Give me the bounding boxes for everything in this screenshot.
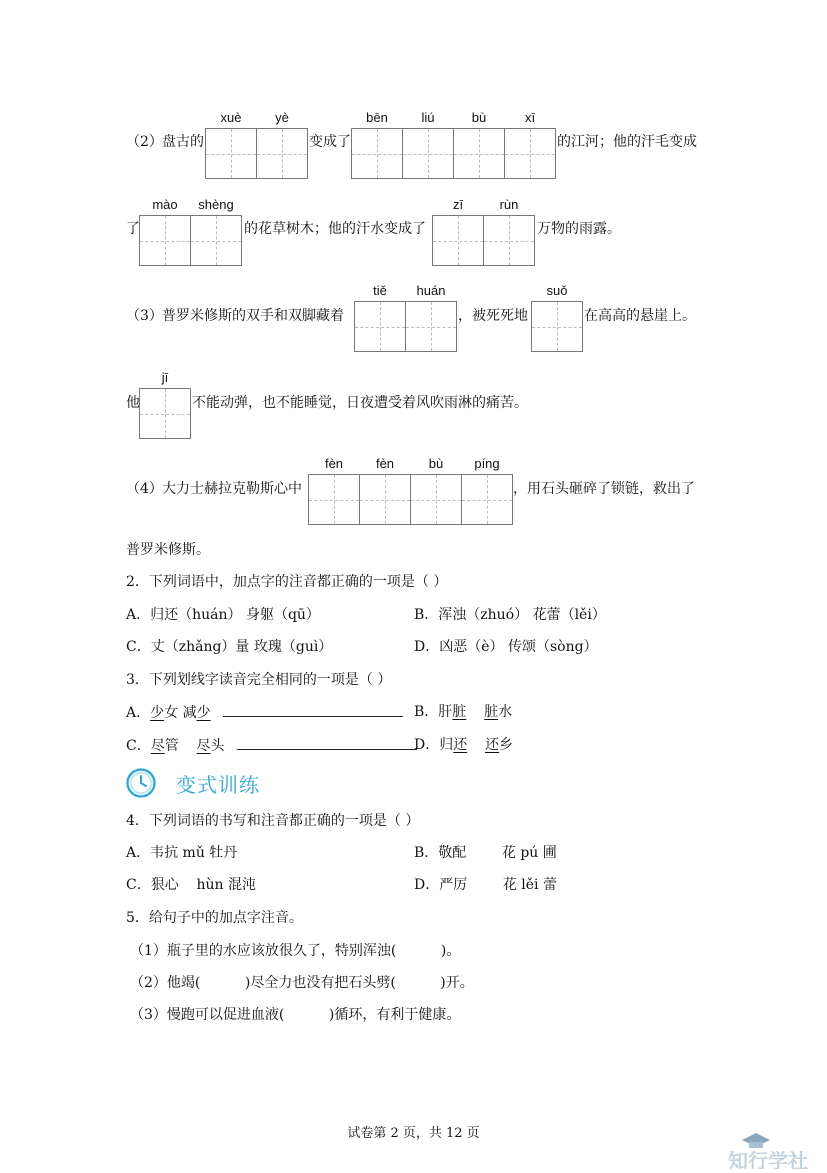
pinyin: píng <box>474 456 500 471</box>
tianzige-box[interactable] <box>139 215 242 266</box>
underlined-char: 少 <box>196 705 211 721</box>
spacer <box>467 737 485 753</box>
q1-p3-num: （3） <box>126 308 163 324</box>
pinyin: bù <box>471 110 487 125</box>
option-label: A． <box>126 705 151 721</box>
pinyin: rùn <box>499 197 519 212</box>
svg-text:知行学社: 知行学社 <box>728 1149 808 1169</box>
q3-option-b[interactable] <box>414 702 512 722</box>
pinyin: shèng <box>198 197 234 212</box>
pinyin: fèn <box>324 456 344 471</box>
underlined-char: 还 <box>453 737 468 753</box>
q1-p3-text-c: 在高高的悬崖上。 <box>584 308 696 324</box>
tianzige-box[interactable] <box>139 388 191 439</box>
q1-p4-text-a: 大力士赫拉克勒斯心中 <box>162 481 302 497</box>
q4-option-a[interactable]: A．韦抗 mǔ 牡丹 <box>126 845 238 861</box>
pinyin: jī <box>161 370 169 385</box>
underlined-char: 还 <box>485 737 500 753</box>
q3-option-a[interactable] <box>126 702 403 723</box>
clock-icon <box>126 768 156 798</box>
section-title: 变式训练 <box>176 772 260 797</box>
q1-p3-text-b: ，被死死地 <box>458 308 528 324</box>
pinyin: mào <box>152 197 178 212</box>
option-text: D．归 <box>414 737 454 753</box>
answer-line <box>237 735 417 750</box>
q1-p3-text-e: 不能动弹，也不能睡觉，日夜遭受着风吹雨淋的痛苦。 <box>192 395 528 411</box>
watermark-logo <box>720 1128 827 1169</box>
option-text: 女 减 <box>164 705 197 721</box>
pinyin: bù <box>428 456 444 471</box>
pinyin: tiě <box>373 283 387 298</box>
q1-p2-text-d: 了 <box>126 221 140 237</box>
pinyin: xī <box>524 110 536 125</box>
q5-stem: 5．给句子中的加点字注音。 <box>126 910 303 926</box>
option-text: 水 <box>498 704 513 720</box>
pinyin: huán <box>416 283 446 298</box>
q1-p2-text-a: 盘古的 <box>162 134 204 150</box>
q1-p3-text-a: 普罗米修斯的双手和双脚藏着 <box>162 308 344 324</box>
q4-option-d[interactable]: D．严厉 花 lěi 蕾 <box>414 877 557 893</box>
q1-p2-text-b: 变成了 <box>309 134 351 150</box>
option-text: 头 <box>210 738 225 754</box>
q1-p4-num: （4） <box>126 481 163 497</box>
q2-option-d[interactable]: D．凶恶（è） 传颂（sòng） <box>414 639 598 655</box>
pinyin: zī <box>452 197 464 212</box>
q1-p3-text-d: 他 <box>126 395 140 411</box>
q5-sentence-1: （1）瓶子里的水应该放很久了，特别浑浊( )。 <box>130 943 461 959</box>
q2-option-a[interactable]: A．归还（huán） 身躯（qū） <box>126 607 320 623</box>
q2-stem: 2．下列词语中，加点字的注音都正确的一项是（ ） <box>126 574 448 590</box>
q1-p2-num: （2） <box>126 134 163 150</box>
option-text: 乡 <box>499 737 514 753</box>
underlined-char: 脏 <box>452 704 467 720</box>
tianzige-box[interactable] <box>354 301 457 352</box>
pinyin: bēn <box>366 110 388 125</box>
q1-p4-text-c: 普罗米修斯。 <box>126 542 210 558</box>
tianzige-box[interactable] <box>308 474 513 525</box>
q1-p2-text-c: 的江河；他的汗毛变成 <box>557 134 697 150</box>
tianzige-box[interactable] <box>205 128 308 179</box>
underlined-char: 脏 <box>484 704 499 720</box>
page-footer: 试卷第 2 页，共 12 页 <box>347 1126 480 1141</box>
underlined-char: 少 <box>150 705 165 721</box>
pinyin: suǒ <box>546 283 568 298</box>
q3-option-d[interactable] <box>414 735 513 755</box>
q2-option-b[interactable]: B．浑浊（zhuó） 花蕾（lěi） <box>414 607 606 623</box>
option-text: 管 <box>164 738 197 754</box>
graduation-cap-icon <box>720 1128 827 1169</box>
pinyin: liú <box>421 110 435 125</box>
option-label: C． <box>126 738 151 754</box>
pinyin: fèn <box>375 456 395 471</box>
q4-option-b[interactable]: B．敬配 花 pú 圃 <box>414 845 557 861</box>
q1-p2-text-e: 的花草树木；他的汗水变成了 <box>244 221 426 237</box>
pinyin: xuè <box>220 110 242 125</box>
q4-stem: 4．下列词语的书写和注音都正确的一项是（ ） <box>126 813 420 829</box>
spacer <box>466 704 484 720</box>
q2-option-c[interactable]: C．丈（zhǎng）量 玫瑰（guì） <box>126 639 333 655</box>
section-header <box>126 766 260 800</box>
tianzige-box[interactable] <box>432 215 535 266</box>
option-text: B．肝 <box>414 704 453 720</box>
q1-p4-text-b: ，用石头砸碎了锁链，救出了 <box>513 481 695 497</box>
answer-line <box>223 702 403 717</box>
tianzige-box[interactable] <box>531 301 583 352</box>
pinyin: yè <box>275 110 289 125</box>
q5-sentence-3: （3）慢跑可以促进血液( )循环，有利于健康。 <box>130 1007 461 1023</box>
underlined-char: 尽 <box>196 738 211 754</box>
q5-sentence-2: （2）他竭( )尽全力也没有把石头劈( )开。 <box>130 975 474 991</box>
q3-option-c[interactable] <box>126 735 417 756</box>
underlined-char: 尽 <box>150 738 165 754</box>
q1-p2-text-f: 万物的雨露。 <box>537 221 621 237</box>
q3-stem: 3．下列划线字读音完全相同的一项是（ ） <box>126 672 392 688</box>
tianzige-box[interactable] <box>351 128 556 179</box>
q4-option-c[interactable]: C．狠心 hùn 混沌 <box>126 877 257 893</box>
